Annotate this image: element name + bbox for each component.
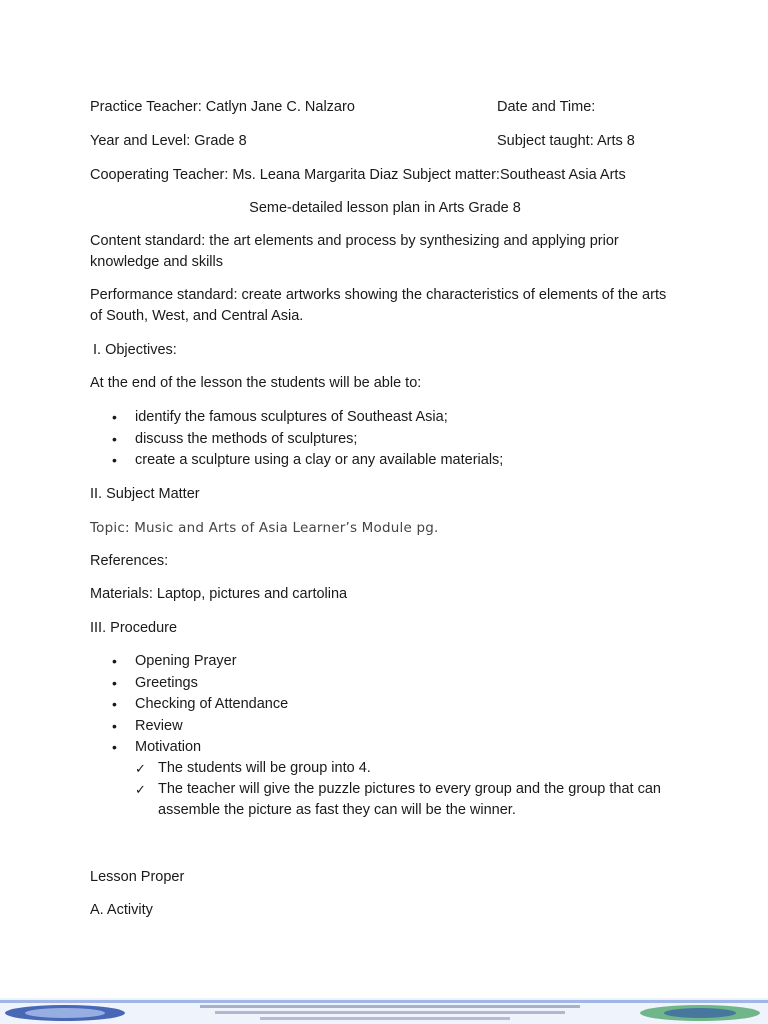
- references-line: References:: [90, 553, 169, 569]
- motivation-steps: [135, 758, 675, 821]
- bullet-icon: •: [112, 674, 117, 691]
- footer-text-line: [215, 1011, 565, 1014]
- right-seal-inner-icon: [664, 1008, 736, 1018]
- content-standard: Content standard: the art elements and process by synthesizing and applying prior knowledge and skills: [90, 233, 619, 270]
- performance-standard: Performance standard: create artworks showing the characteristics of elements of the arts of South, West, and Central Asia.: [90, 287, 667, 324]
- bullet-icon: •: [112, 452, 117, 468]
- subject-matter-heading: II. Subject Matter: [90, 486, 200, 502]
- subject-taught: Subject taught: Arts 8: [497, 133, 635, 149]
- practice-teacher: Practice Teacher: Catlyn Jane C. Nalzaro: [90, 99, 355, 115]
- procedure-list: [90, 651, 288, 759]
- footer-text-line: [200, 1005, 580, 1008]
- footer-stripe: [0, 1000, 768, 1003]
- list-item: • create a sculpture using a clay or any available materials;: [90, 450, 503, 472]
- objectives-heading: I. Objectives:: [93, 342, 177, 358]
- bullet-icon: •: [112, 739, 117, 755]
- bullet-icon: •: [112, 696, 117, 712]
- list-item: ✓ The students will be group into 4.: [135, 758, 675, 779]
- left-seal-inner-icon: [25, 1008, 105, 1018]
- objectives-intro: At the end of the lesson the students will be able to:: [90, 375, 422, 391]
- date-and-time: Date and Time:: [497, 99, 596, 115]
- bullet-icon: •: [112, 409, 117, 425]
- footer-banner: [0, 998, 768, 1024]
- topic-line: Topic: Music and Arts of Asia Learner’s Module pg.: [90, 520, 439, 536]
- bullet-icon: •: [112, 717, 117, 734]
- list-item: • Checking of Attendance: [90, 694, 288, 716]
- procedure-heading: III. Procedure: [90, 620, 178, 636]
- check-icon: ✓: [135, 782, 146, 797]
- list-item: • Opening Prayer: [90, 651, 288, 673]
- lesson-proper-heading: Lesson Proper: [90, 869, 185, 885]
- objectives-list: [90, 407, 503, 472]
- list-item: • Motivation: [90, 737, 288, 759]
- check-icon: ✓: [135, 761, 146, 776]
- list-item: • Review: [90, 716, 288, 738]
- bullet-icon: •: [112, 653, 117, 669]
- activity-heading: A. Activity: [90, 902, 153, 918]
- list-item: • Greetings: [90, 673, 288, 695]
- list-item: • identify the famous sculptures of Southeast Asia;: [90, 407, 503, 429]
- footer-text-line: [260, 1017, 510, 1020]
- list-item: • discuss the methods of sculptures;: [90, 429, 503, 451]
- lesson-plan-title: Seme-detailed lesson plan in Arts Grade 8: [249, 200, 521, 216]
- cooperating-teacher: Cooperating Teacher: Ms. Leana Margarita Diaz Subject matter:Southeast Asia Arts: [90, 167, 626, 183]
- bullet-icon: •: [112, 430, 117, 447]
- year-and-level: Year and Level: Grade 8: [90, 133, 247, 149]
- list-item: ✓ The teacher will give the puzzle pictures to every group and the group that can assemble the picture as fast they can will be the winner.: [135, 781, 661, 818]
- materials-line: Materials: Laptop, pictures and cartolina: [90, 586, 348, 602]
